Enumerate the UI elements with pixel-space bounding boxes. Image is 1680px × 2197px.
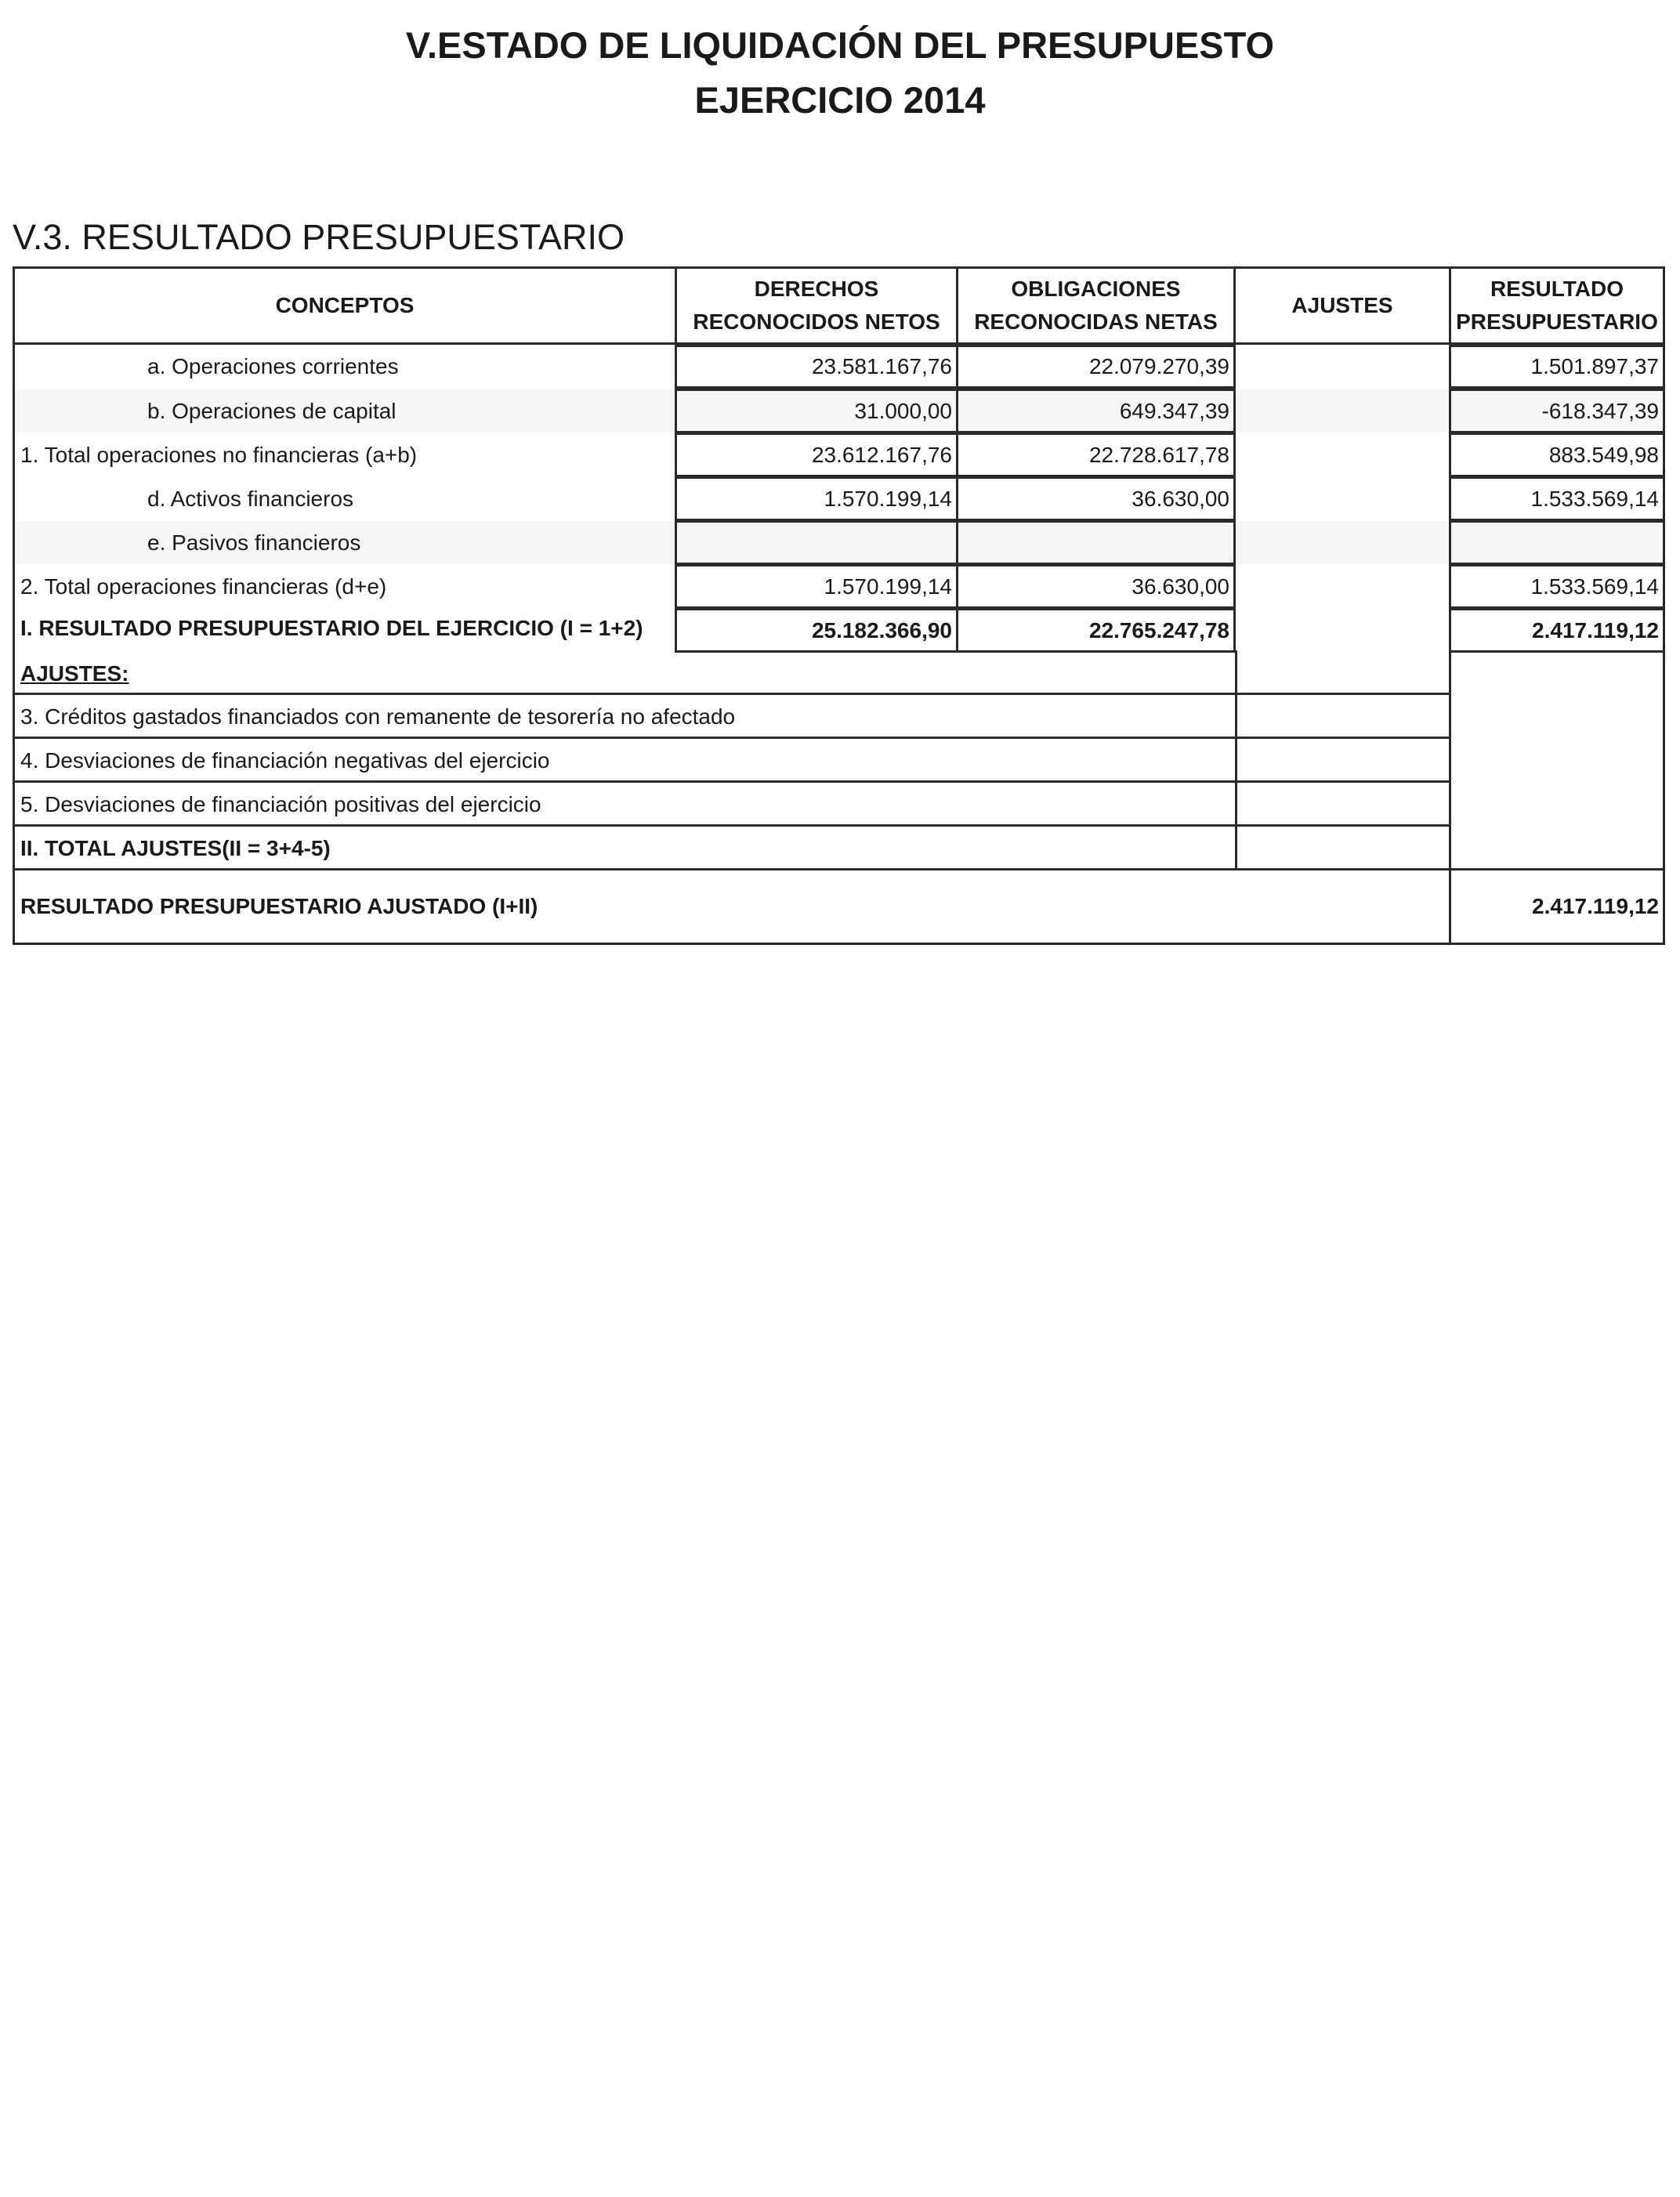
row-label: 2. Total operaciones financieras (d+e)	[20, 574, 387, 599]
row-label: b. Operaciones de capital	[147, 398, 396, 423]
ajuste-row-value	[1235, 827, 1451, 870]
row-derechos: 25.182.366,90	[811, 617, 952, 642]
header-derechos-line1: DERECHOS	[754, 277, 879, 301]
row-label: 1. Total operaciones no financieras (a+b)	[20, 442, 418, 467]
row-label: d. Activos financieros	[147, 486, 354, 511]
row-obligaciones: 22.765.247,78	[1088, 617, 1229, 642]
ajuste-row-label: 3. Créditos gastados financiados con remanente de tesorería no afectado	[20, 704, 736, 729]
header-derechos	[675, 266, 958, 345]
document-title: V.ESTADO DE LIQUIDACIÓN DEL PRESUPUESTO	[405, 24, 1275, 66]
header-ajustes-label: AJUSTES	[1291, 293, 1393, 317]
document-subtitle: EJERCICIO 2014	[694, 79, 986, 121]
row-label: I. RESULTADO PRESUPUESTARIO DEL EJERCICIO (I = 1+2)	[20, 616, 643, 640]
header-obligaciones-line2: RECONOCIDAS NETAS	[974, 309, 1218, 334]
row-derechos	[675, 520, 958, 565]
row-obligaciones: 36.630,00	[1131, 574, 1229, 599]
ajustes-value-box	[1235, 650, 1451, 695]
ajuste-row-label: 4. Desviaciones de financiación negativas del ejercicio	[20, 748, 550, 773]
row-derechos: 31.000,00	[854, 398, 952, 423]
row-label: e. Pasivos financieros	[147, 530, 361, 555]
row-obligaciones: 649.347,39	[1119, 398, 1229, 423]
ajustes-heading	[13, 653, 1235, 695]
final-value: 2.417.119,12	[1532, 894, 1659, 918]
ajuste-row-value	[1235, 695, 1451, 739]
ajuste-row-value	[1235, 739, 1451, 783]
header-obligaciones	[956, 266, 1236, 345]
ajustes-column-frame	[1233, 342, 1451, 652]
row-resultado: 1.501.897,37	[1530, 354, 1659, 378]
ajuste-row-label: 5. Desviaciones de financiación positivas del ejercicio	[20, 792, 541, 816]
row-label: a. Operaciones corrientes	[147, 354, 399, 378]
header-resultado	[1449, 266, 1665, 345]
resultado-blank-box	[1449, 650, 1665, 870]
row-resultado: 1.533.569,14	[1530, 486, 1659, 511]
row-obligaciones	[956, 520, 1236, 565]
row-derechos: 1.570.199,14	[824, 486, 952, 511]
final-label: RESULTADO PRESUPUESTARIO AJUSTADO (I+II)	[20, 894, 538, 918]
ajustes-heading-text: AJUSTES:	[20, 661, 129, 686]
row-obligaciones: 36.630,00	[1131, 486, 1229, 511]
row-resultado: -618.347,39	[1541, 398, 1659, 423]
header-resultado-line1: RESULTADO	[1490, 277, 1624, 301]
header-conceptos-label: CONCEPTOS	[275, 293, 415, 317]
row-derechos: 23.612.167,76	[811, 442, 952, 467]
row-resultado: 2.417.119,12	[1532, 617, 1659, 642]
row-obligaciones: 22.728.617,78	[1088, 442, 1229, 467]
row-obligaciones: 22.079.270,39	[1088, 354, 1229, 378]
ajuste-row-label: II. TOTAL AJUSTES(II = 3+4-5)	[20, 836, 331, 860]
ajuste-row-value	[1235, 783, 1451, 827]
header-resultado-line2: PRESUPUESTARIO	[1456, 309, 1658, 334]
header-conceptos	[13, 266, 677, 345]
section-title: V.3. RESULTADO PRESUPUESTARIO	[13, 217, 625, 257]
header-derechos-line2: RECONOCIDOS NETOS	[693, 309, 940, 334]
row-resultado: 1.533.569,14	[1530, 574, 1659, 599]
row-derechos: 23.581.167,76	[811, 354, 952, 378]
row-resultado: 883.549,98	[1548, 442, 1659, 467]
row-derechos: 1.570.199,14	[824, 574, 952, 599]
header-obligaciones-line1: OBLIGACIONES	[1011, 277, 1181, 301]
header-ajustes	[1233, 266, 1451, 345]
row-resultado	[1449, 520, 1665, 565]
